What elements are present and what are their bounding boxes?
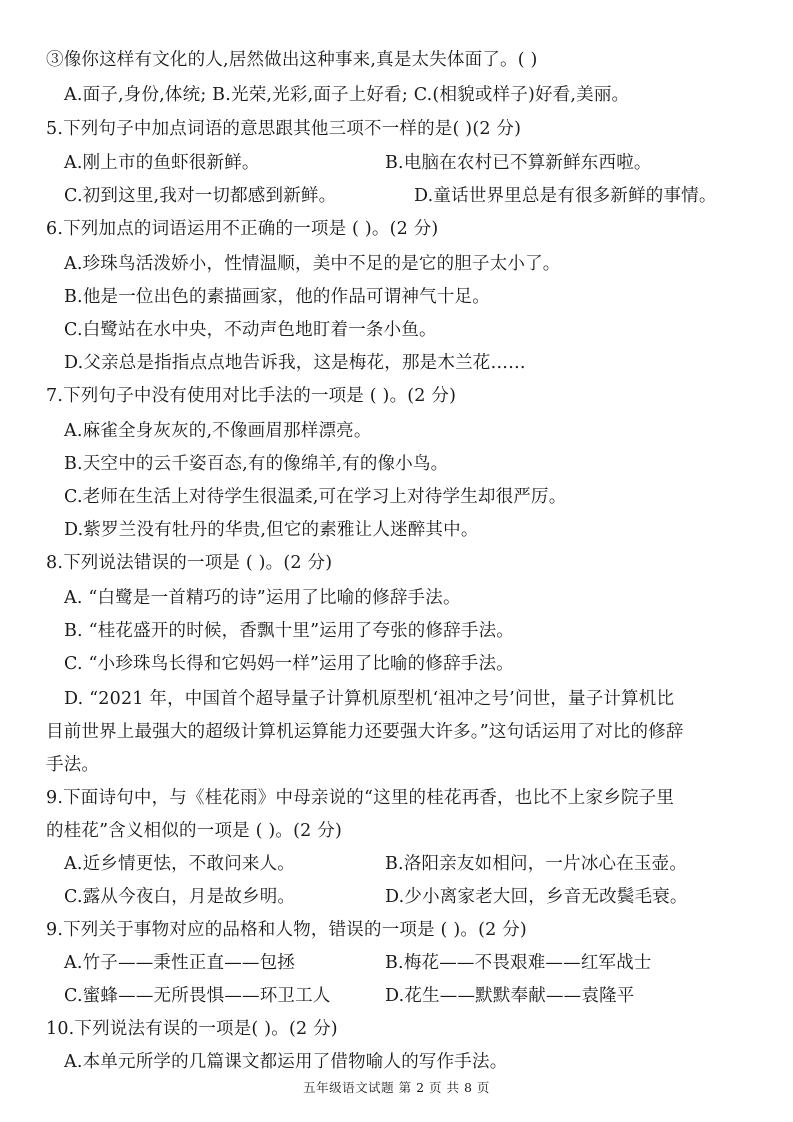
question-10-stem: 10.下列说法有误的一项是( )。(2 分)	[46, 1019, 338, 1039]
question-9b-option-d: D.花生——默默奉献——袁隆平	[385, 986, 635, 1006]
question-5-option-b: B.电脑在农村已不算新鲜东西啦。	[385, 153, 652, 173]
question-8-option-d-line3: 手法。	[46, 755, 100, 775]
question-9b-option-c: C.蜜蜂——无所畏惧——环卫工人	[64, 986, 331, 1006]
question-8-stem: 8.下列说法错误的一项是 ( )。(2 分)	[46, 553, 333, 573]
question-10-option-a: A.本单元所学的几篇课文都运用了借物喻人的写作手法。	[64, 1052, 508, 1072]
question-5-option-c: C.初到这里,我对一切都感到新鲜。	[64, 186, 337, 206]
question-8-option-c: C. “小珍珠鸟长得和它妈妈一样”运用了比喻的修辞手法。	[64, 654, 514, 674]
question-8-option-d-line2: 目前世界上最强大的超级计算机运算能力还要强大许多。”这句话运用了对比的修辞	[46, 722, 684, 742]
question-9b-stem: 9.下列关于事物对应的品格和人物，错误的一项是 ( )。(2 分)	[46, 920, 527, 940]
question-6-option-d: D.父亲总是指指点点地告诉我，这是梅花，那是木兰花……	[64, 353, 526, 373]
question-9a-option-a: A.近乡情更怯，不敢问来人。	[64, 854, 295, 874]
question-8-option-b: B. “桂花盛开的时候，香飘十里”运用了夸张的修辞手法。	[64, 621, 514, 641]
question-9b-option-a: A.竹子——秉性正直——包拯	[64, 953, 296, 973]
question-7-option-c: C.老师在生活上对待学生很温柔,可在学习上对待学生却很严厉。	[64, 487, 567, 507]
page-footer: 五年级语文试题 第 2 页 共 8 页	[303, 1080, 490, 1095]
question-5-option-a: A.刚上市的鱼虾很新鲜。	[64, 153, 260, 173]
question-4-3-stem: ③像你这样有文化的人,居然做出这种事来,真是太失体面了。( )	[46, 50, 538, 70]
question-6-stem: 6.下列加点的词语运用不正确的一项是 ( )。(2 分)	[46, 219, 439, 239]
question-8-option-d-line1: D. “2021 年，中国首个超导量子计算机原型机‘祖冲之号’问世，量子计算机比	[64, 689, 675, 709]
question-6-option-c: C.白鹭站在水中央，不动声色地盯着一条小鱼。	[64, 320, 437, 340]
question-7-option-b: B.天空中的云千姿百态,有的像绵羊,有的像小鸟。	[64, 454, 449, 474]
question-7-option-d: D.紫罗兰没有牡丹的华贵,但它的素雅让人迷醉其中。	[64, 520, 479, 540]
question-6-option-a: A.珍珠鸟活泼娇小，性情温顺，美中不足的是它的胆子太小了。	[64, 254, 561, 274]
question-9a-option-b: B.洛阳亲友如相问，一片冰心在玉壶。	[385, 854, 688, 874]
question-4-3-options: A.面子,身份,体统; B.光荣,光彩,面子上好看; C.(相貌或样子)好看,美丽。	[64, 85, 630, 105]
question-9a-stem-line1: 9.下面诗句中，与《桂花雨》中母亲说的“这里的桂花再香，也比不上家乡院子里	[46, 788, 675, 808]
question-9a-option-d: D.少小离家老大回，乡音无改鬓毛衰。	[385, 887, 688, 907]
question-8-option-a: A. “白鹭是一首精巧的诗”运用了比喻的修辞手法。	[64, 588, 461, 608]
question-9a-option-c: C.露从今夜白，月是故乡明。	[64, 887, 296, 907]
question-9b-option-b: B.梅花——不畏艰难——红军战士	[385, 953, 652, 973]
question-5-stem: 5.下列句子中加点词语的意思跟其他三项不一样的是( )(2 分)	[46, 119, 522, 139]
question-7-option-a: A.麻雀全身灰灰的,不像画眉那样漂亮。	[64, 421, 372, 441]
question-7-stem: 7.下列句子中没有使用对比手法的一项是 ( )。(2 分)	[46, 386, 457, 406]
question-5-option-d: D.童话世界里总是有很多新鲜的事情。	[414, 186, 717, 206]
question-6-option-b: B.他是一位出色的素描画家，他的作品可谓神气十足。	[64, 287, 490, 307]
question-9a-stem-line2: 的桂花”含义相似的一项是 ( )。(2 分)	[46, 821, 342, 841]
